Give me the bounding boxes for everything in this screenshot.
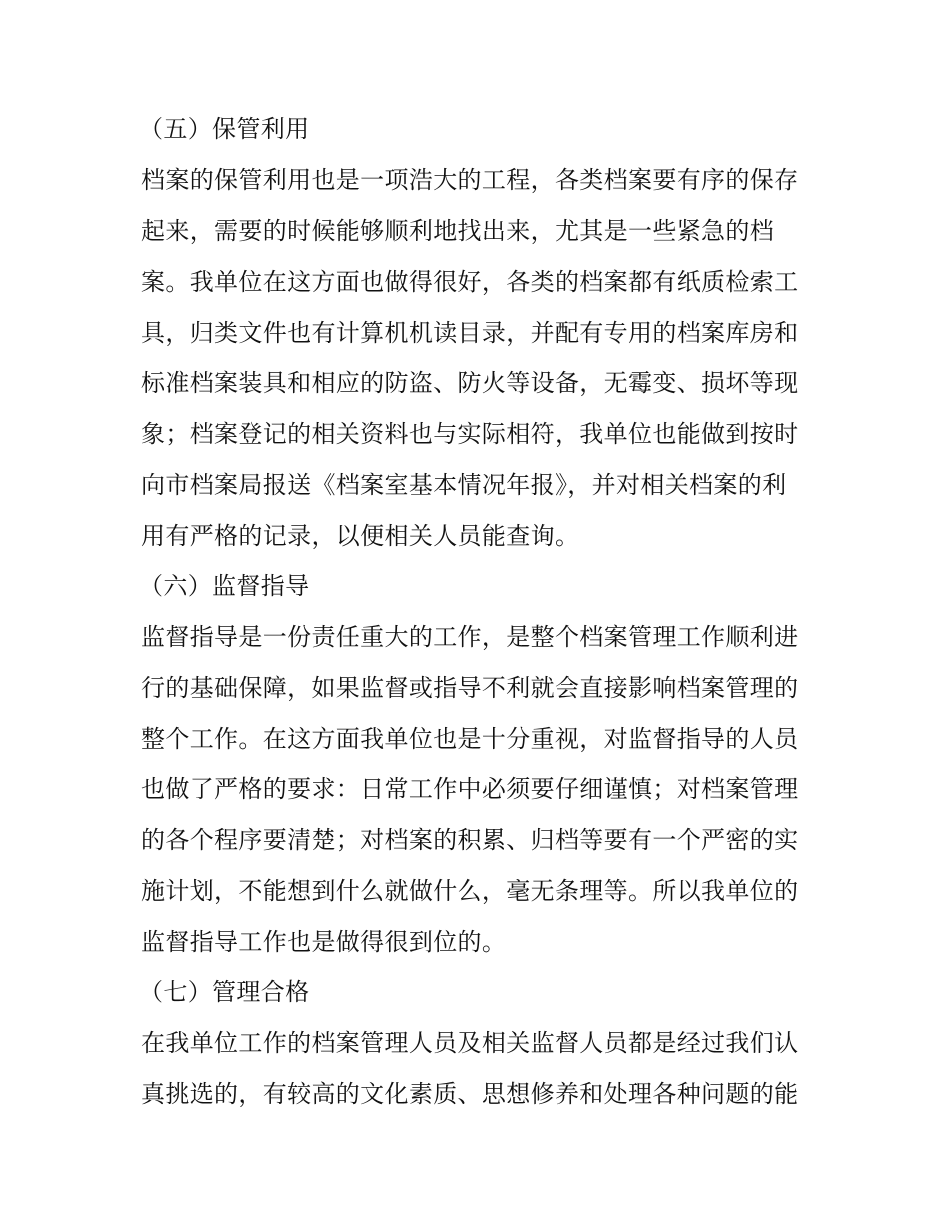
paragraph-line: 行的基础保障，如果监督或指导不利就会直接影响档案管理的	[141, 674, 799, 702]
paragraph-line: 向市档案局报送《档案室基本情况年报》，并对相关档案的利	[141, 471, 787, 499]
paragraph-line: 档案的保管利用也是一项浩大的工程，各类档案要有序的保存	[141, 166, 799, 194]
section-heading-5: （五）保管利用	[139, 115, 310, 143]
paragraph-line: 监督指导工作也是做得很到位的。	[141, 928, 507, 956]
paragraph-line: 整个工作。在这方面我单位也是十分重视，对监督指导的人员	[141, 725, 799, 753]
paragraph-line: 象；档案登记的相关资料也与实际相符，我单位也能做到按时	[141, 420, 799, 448]
paragraph-line: 在我单位工作的档案管理人员及相关监督人员都是经过我们认	[141, 1029, 799, 1057]
paragraph-line: 标准档案装具和相应的防盗、防火等设备，无霉变、损坏等现	[141, 369, 799, 397]
paragraph-line: 施计划，不能想到什么就做什么，毫无条理等。所以我单位的	[141, 877, 799, 905]
paragraph-line: 具，归类文件也有计算机机读目录，并配有专用的档案库房和	[141, 319, 799, 347]
paragraph-line: 用有严格的记录，以便相关人员能查询。	[141, 522, 580, 550]
paragraph-line: 监督指导是一份责任重大的工作，是整个档案管理工作顺利进	[141, 623, 799, 651]
section-heading-7: （七）管理合格	[139, 978, 310, 1006]
section-heading-6: （六）监督指导	[139, 572, 310, 600]
paragraph-line: 真挑选的，有较高的文化素质、思想修养和处理各种问题的能	[141, 1080, 799, 1108]
paragraph-line: 也做了严格的要求：日常工作中必须要仔细谨慎；对档案管理	[141, 775, 799, 803]
paragraph-line: 的各个程序要清楚；对档案的积累、归档等要有一个严密的实	[141, 826, 799, 854]
paragraph-line: 案。我单位在这方面也做得很好，各类的档案都有纸质检索工	[141, 268, 799, 296]
paragraph-line: 起来，需要的时候能够顺利地找出来，尤其是一些紧急的档	[141, 217, 775, 245]
